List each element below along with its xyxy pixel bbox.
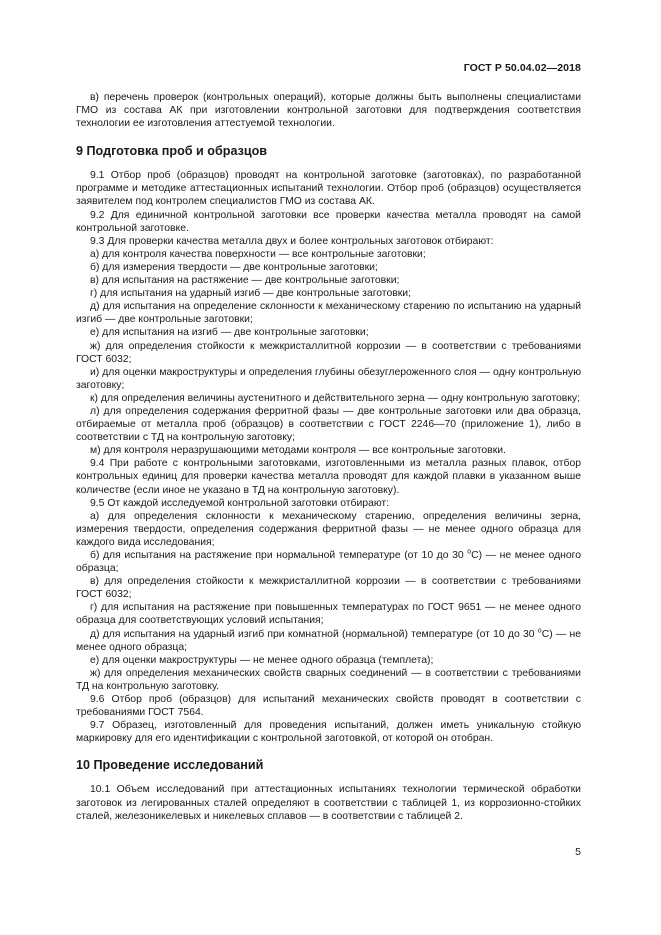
degree-sign: о xyxy=(537,627,542,635)
paragraph-9-1: 9.1 Отбор проб (образцов) проводят на контрольной заготовке (заготовках), по разработанной программе и методике аттестационных испытаний технологии. Отбор проб (образцов) осуществляется заявителем под контролем специалистов ГМО из состава АК. xyxy=(76,170,581,208)
list-item-9-5-d-text-end: С) — не менее одного образца; xyxy=(76,628,581,653)
list-item-9-5-d xyxy=(76,628,581,654)
section-9-heading: 9 Подготовка проб и образцов xyxy=(76,144,268,159)
list-item-9-3-v: в) для испытания на растяжение — две контрольные заготовки; xyxy=(90,275,400,287)
list-item-9-5-v: в) для определения стойкости к межкристаллитной коррозии — в соответствии с требованиями ГОСТ 6032; xyxy=(76,576,581,601)
paragraph-9-4: 9.4 При работе с контрольными заготовками, изготовленными из металла разных плавок, отбор контрольных единиц для проверки качества металла проводят для каждой плавки в указанном выше количестве (если иное не указано в ТД на контрольную заготовку). xyxy=(76,458,581,496)
list-item-9-5-d-text-start: д) для испытания на ударный изгиб при комнатной (нормальной) температуре (от 10 до 30 xyxy=(90,628,538,640)
list-item-9-5-zh: ж) для определения механических свойств сварных соединений — в соответствии с требованиями ТД на контрольную заготовку. xyxy=(76,667,581,692)
list-item-9-3-g: г) для испытания на ударный изгиб — две контрольные заготовки; xyxy=(90,288,411,300)
list-item-9-5-b-text-end: С) — не менее одного образца; xyxy=(76,550,582,575)
list-item-9-5-g: г) для испытания на растяжение при повышенных температурах по ГОСТ 9651 — не менее одного образца для соответствующих условий испытания; xyxy=(76,602,581,627)
paragraph-9-6: 9.6 Отбор проб (образцов) для испытаний механических свойств проводят в соответствии с требованиями ГОСТ 7564. xyxy=(76,694,581,719)
list-item-9-3-b: б) для измерения твердости — две контрольные заготовки; xyxy=(90,261,378,273)
paragraph-9-5: 9.5 От каждой исследуемой контрольной заготовки отбирают: xyxy=(90,497,390,509)
list-item-9-3-k: к) для определения величины аустенитного и действительного зерна — одну контрольную заготовку; xyxy=(90,392,581,404)
paragraph-9-3: 9.3 Для проверки качества металла двух и более контрольных заготовок отбирают: xyxy=(90,235,494,247)
list-item-9-5-b-text-start: б) для испытания на растяжение при нормальной температуре (от 10 до 30 xyxy=(90,550,468,561)
list-item-9-3-d: д) для испытания на определение склонности к механическому старению по испытанию на ударный изгиб — две контрольные заготовки; xyxy=(76,301,581,326)
list-item-9-3-l: л) для определения содержания ферритной фазы — две контрольные заготовки или два образца, отбираемые от металла проб (образцов) в соответствии с ГОСТ 2246—70 (приложение 1), либо в соответствии с ТД на контрольную заготовку; xyxy=(76,405,581,444)
document-header: ГОСТ Р 50.04.02—2018 xyxy=(463,62,581,74)
list-item-9-3-zh: ж) для определения стойкости к межкристаллитной коррозии — в соответствии с требованиями ГОСТ 6032; xyxy=(76,340,581,365)
list-item-9-5-e: е) для оценки макроструктуры — не менее одного образца (темплета); xyxy=(90,654,434,666)
paragraph-intro-v: в) перечень проверок (контрольных операций), которые должны быть выполнены специалистами ГМО из состава АК при изготовлении контрольной заготовки для подтверждения соответствия технологии ее изготовления аттестуемой технологии. xyxy=(76,92,581,130)
degree-sign: о xyxy=(467,548,472,556)
section-10-heading: 10 Проведение исследований xyxy=(76,758,264,773)
page-number: 5 xyxy=(575,846,581,858)
paragraph-9-2: 9.2 Для единичной контрольной заготовки все проверки качества металла проводят на самой контрольной заготовке. xyxy=(76,209,581,234)
list-item-9-3-i: и) для оценки макроструктуры и определения глубины обезуглероженного слоя — одну контрольную заготовку; xyxy=(76,366,581,391)
list-item-9-5-a: а) для определения склонности к механическому старению, определения величины зерна, измерения твердости, определения содержания ферритной фазы — не менее одного образца для каждого вида исследования; xyxy=(76,510,581,548)
page-content xyxy=(76,91,581,823)
list-item-9-3-a: а) для контроля качества поверхности — все контрольные заготовки; xyxy=(90,248,426,260)
paragraph-9-7: 9.7 Образец, изготовленный для проведения испытаний, должен иметь уникальную стойкую маркировку для его идентификации с контрольной заготовкой, от которой он отобран. xyxy=(76,720,581,745)
list-item-9-3-m: м) для контроля неразрушающими методами контроля — все контрольные заготовки. xyxy=(90,445,506,457)
list-item-9-3-e: е) для испытания на изгиб — две контрольные заготовки; xyxy=(90,327,369,339)
list-item-9-5-b xyxy=(76,549,581,575)
paragraph-10-1: 10.1 Объем исследований при аттестационных испытаниях технологии термической обработки заготовок из легированных сталей определяют в соответствии с таблицей 1, из коррозионно-стойких сталей, железоникелевых и никелевых сплавов — в соответствии с таблицей 2. xyxy=(76,784,581,822)
